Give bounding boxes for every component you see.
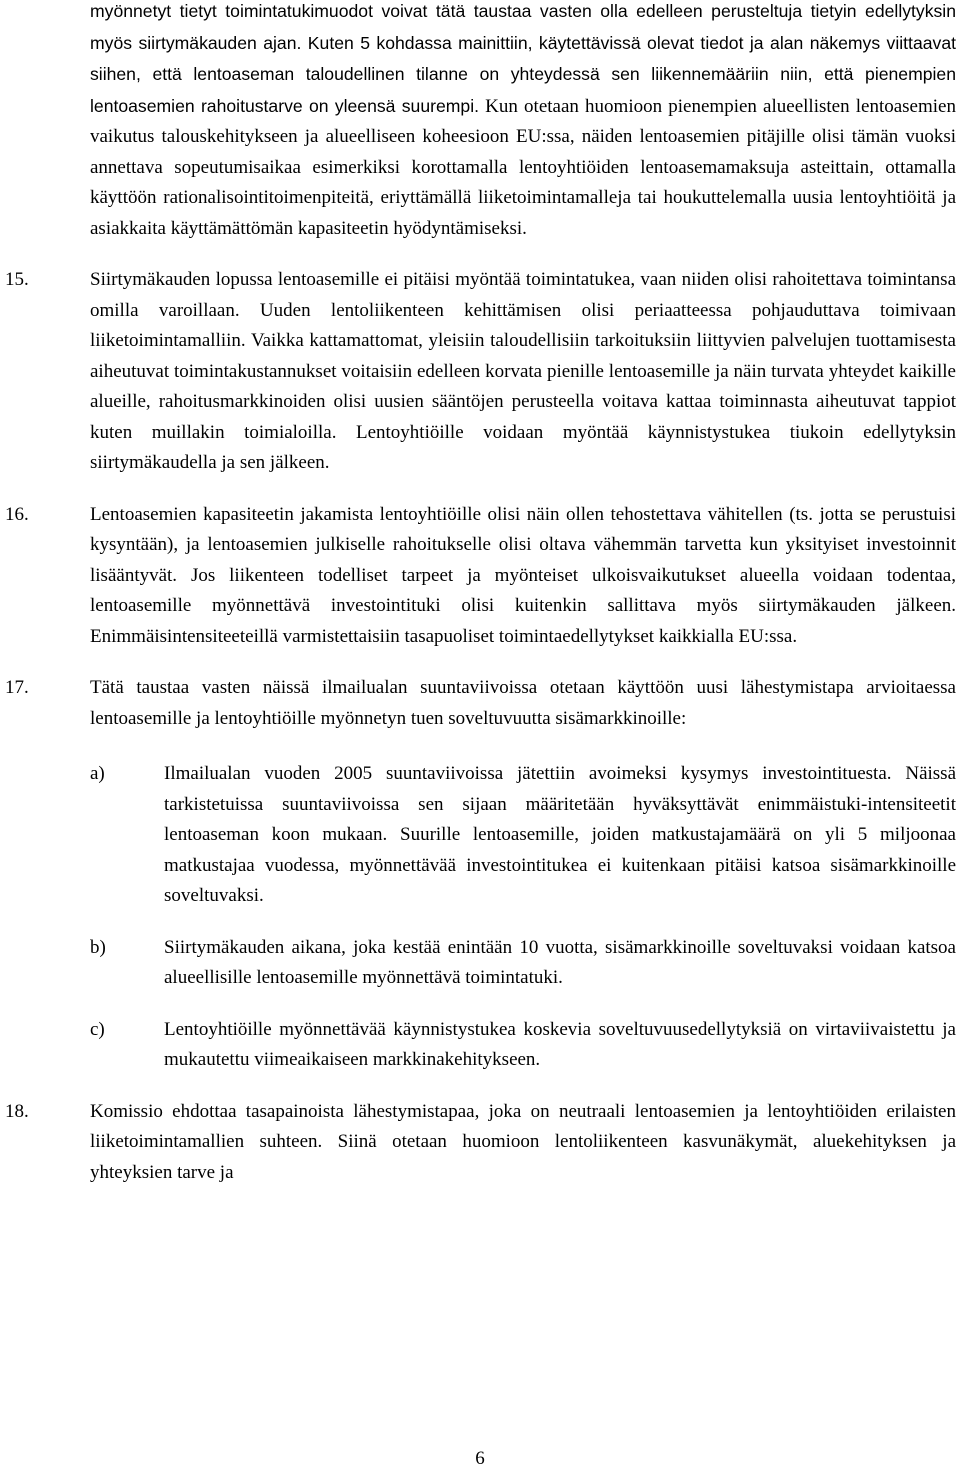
list-item-label: c) <box>90 1018 105 1040</box>
list-item-text: Siirtymäkauden aikana, joka kestää enintään 10 vuotta, sisämarkkinoille soveltuvaksi voidaan katsoa alueellisille lentoasemille myönnettävä toimintatuki. <box>164 936 956 988</box>
paragraph-text: Komissio ehdottaa tasapainoista lähestymistapaa, joka on neutraali lentoasemien ja lentoyhtiöiden erilaisten liiketoimintamallien suhteen. Siinä otetaan huomioon lentoliikenteen kasvunäkymät, aluekehityksen ja yhteyksien tarve ja <box>90 1100 956 1183</box>
paragraph-16 <box>5 500 956 653</box>
list-item-a <box>90 759 956 912</box>
list-item-label: b) <box>90 936 106 958</box>
list-item-text: Lentoyhtiöille myönnettävää käynnistystukea koskevia soveltuvuusedellytyksiä on virtaviivaistettu ja mukautettu viimeaikaiseen markkinakehitykseen. <box>164 1018 956 1070</box>
list-item-b <box>90 933 956 994</box>
paragraph-text: Lentoasemien kapasiteetin jakamista lentoyhtiöille olisi näin ollen tehostettava vähitellen (ts. jotta se perustuisi kysyntään), ja lentoasemien julkiselle rahoitukselle olisi oltava vähemmän tarvetta kun yksityiset investoinnit lisääntyvät. Jos liikenteen todelliset tarpeet ja myönteiset ulkoisvaikutukset alueella voidaan todentaa, lentoasemille myönnettävä investointituki olisi kuitenkin sallittava myös siirtymäkauden jälkeen. Enimmäisintensiteeteillä varmistettaisiin tasapuoliset toimintaedellytykset kaikkialla EU:ssa. <box>90 503 956 647</box>
paragraph-number: 16. <box>5 503 29 525</box>
paragraph-number: 18. <box>5 1100 29 1122</box>
page-number: 6 <box>475 1448 485 1469</box>
paragraph-text: Siirtymäkauden lopussa lentoasemille ei pitäisi myöntää toimintatukea, vaan niiden olisi rahoitettava toimintansa omilla varoillaan. Uuden lentoliikenteen kehittämisen olisi periaatteessa pohjauduttava toimivaan liiketoimintamalliin. Vaikka kattamattomat, yleisiin taloudellisiin tarkoituksiin liittyvien palvelujen tuottamisesta aiheutuvat toimintakustannukset voitaisiin edelleen korvata pienille lentoasemille ja näin turvata yhteydet kaikille alueille, rahoitusmarkkinoiden olisi uusien sääntöjen perusteella voitava kattaa toiminnasta aiheutuvat tappiot kuten muillakin toimialoilla. Lentoyhtiöille voidaan myöntää käynnistystukea tiukoin edellytyksin siirtymäkaudella ja sen jälkeen. <box>90 269 956 473</box>
paragraph-text: Tätä taustaa vasten näissä ilmailualan suuntaviivoissa otetaan käyttöön uusi lähestymistapa arvioitaessa lentoasemille ja lentoyhtiöille myönnetyn tuen soveltuvuutta sisämarkkinoille: <box>90 677 956 729</box>
document-body <box>5 0 956 1209</box>
paragraph-18 <box>5 1097 956 1189</box>
paragraph-number: 17. <box>5 677 29 698</box>
paragraph-number: 15. <box>5 269 29 290</box>
list-item-text: Ilmailualan vuoden 2005 suuntaviivoissa jätettiin avoimeksi kysymys investointituesta. Näissä tarkistetuissa suuntaviivoissa sen sijaan määritetään hyväksyttävät enimmäistuki-intensiteetit lentoaseman koon mukaan. Suurille lentoasemille, joiden matkustajamäärä on yli 5 miljoonaa matkustajaa vuodessa, myönnettävää investointitukea ei kuitenkaan pitäisi katsoa sisämarkkinoille soveltuvaksi. <box>164 763 956 906</box>
paragraph-15 <box>5 265 956 479</box>
list-item-c <box>90 1015 956 1076</box>
paragraph-17 <box>5 673 956 734</box>
paragraph-text-serif: Kun otetaan huomioon pienempien alueellisten lentoasemien vaikutus talouskehitykseen ja alueelliseen koheesioon EU:ssa, näiden lentoasemien pitäjille olisi tämän vuoksi annettava sopeutumisaikaa esimerkiksi korottamalla lentoyhtiöiden lentoasemamaksuja asteittain, ottamalla käyttöön rationalisointitoimenpiteitä, eriyttämällä liiketoimintamalleja tai houkuttelemalla uusia lentoyhtiöitä ja asiakkaita käyttämättömän kapasiteetin hyödyntämiseksi. <box>90 95 956 239</box>
list-item-label: a) <box>90 763 105 784</box>
paragraph-text-sans: myönnetyt tietyt toimintatukimuodot voivat tätä taustaa vasten olla edelleen perusteltuja tietyin edellytyksin myös siirtymäkauden ajan. Kuten 5 kohdassa mainittiin, käytettävissä olevat tiedot ja alan näkemys viittaavat siihen, että lentoaseman taloudellinen tilanne on yhteydessä sen liikennemääriin niin, että pienempien lentoasemien rahoitustarve on yleensä suurempi. <box>90 1 956 116</box>
continued-paragraph <box>90 0 956 244</box>
